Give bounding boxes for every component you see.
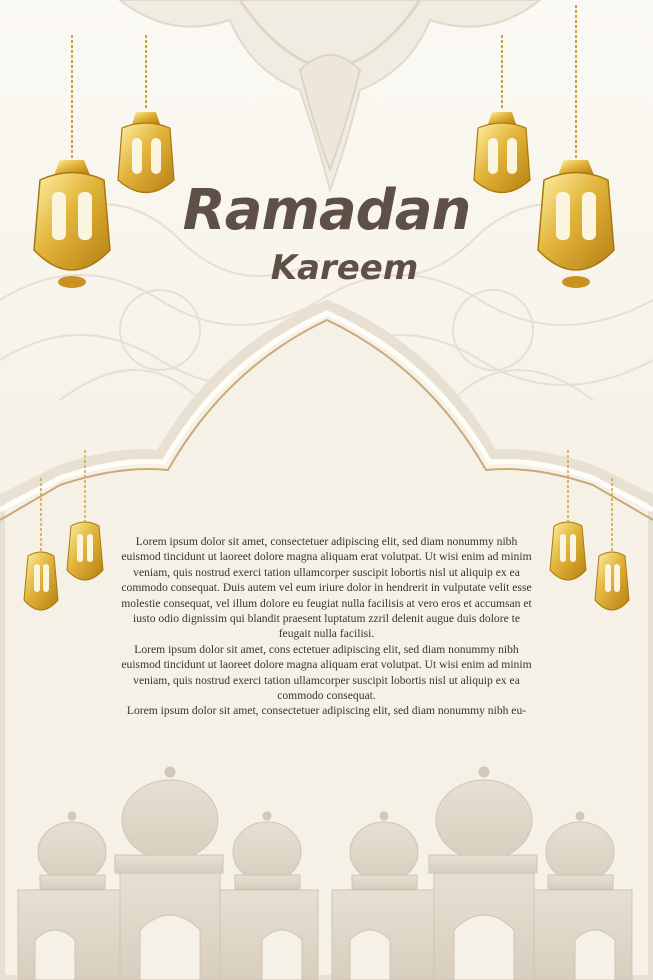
lantern-top-right-small — [474, 35, 530, 193]
paragraph-3: Lorem ipsum dolor sit amet, consectetuer adipiscing elit, sed diam nonummy nibh eu- — [126, 704, 527, 718]
body-text — [120, 534, 533, 719]
lantern-top-right-large — [538, 5, 614, 288]
subtitle-kareem: Kareem — [270, 248, 419, 288]
paragraph-1: Lorem ipsum dolor sit amet, consectetuer adipiscing elit, sed diam nonummy nibh euismod tincidunt ut laoreet dolore magna aliquam erat volutpat. Ut wisi enim ad minim veniam, quis nostrud exerci tation ullamcorper suscipit lobortis nisl ut aliquip ex ea commodo consequat. Duis autem vel eum iriure dolor in hendrerit in vulputate velit esse molestie consequat, vel illum dolore eu feugiat nulla facilisis at vero eros et accumsan et iusto odio dignissim qui blandit praesent luptatum zzril delenit augue duis dolore te feugait nulla facilisi. — [121, 535, 532, 641]
title-ramadan: Ramadan — [182, 178, 471, 243]
lantern-top-left-small — [118, 35, 174, 193]
paragraph-2: Lorem ipsum dolor sit amet, cons ectetuer adipiscing elit, sed diam nonummy nibh euismod tincidunt ut laoreet dolore magna aliquam erat volutpat. Ut wisi enim ad minim veniam, quis nostrud exerci tation ullamcorper suscipit lobortis nisl ut aliquip ex ea commodo consequat. — [121, 642, 532, 703]
